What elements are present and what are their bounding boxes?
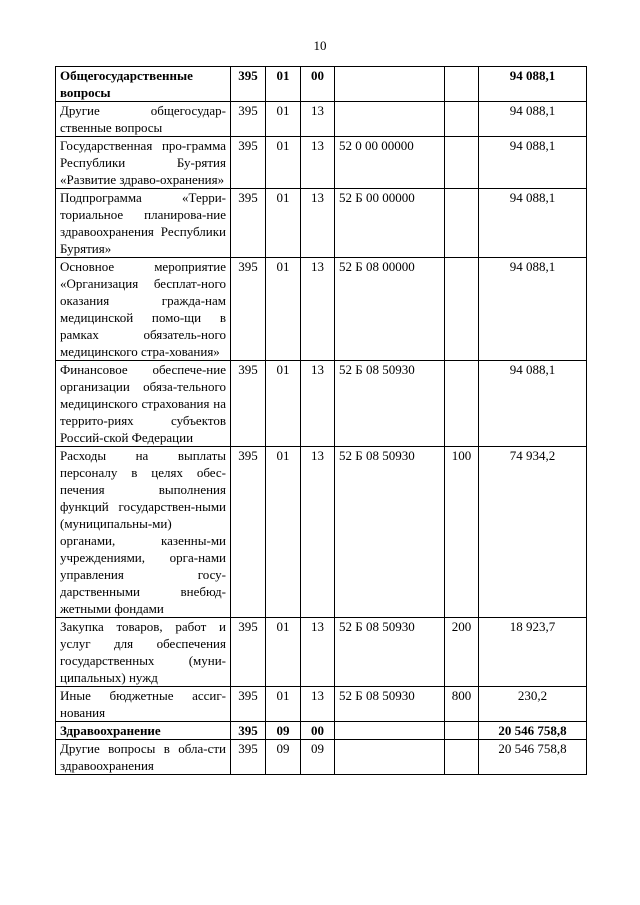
- expense-type-code: [445, 361, 479, 447]
- ministry-code: 395: [231, 447, 266, 618]
- amount: 94 088,1: [479, 67, 587, 102]
- expense-type-code: [445, 137, 479, 189]
- expense-type-code: 800: [445, 687, 479, 722]
- section-code: 09: [266, 740, 301, 775]
- budget-table-body: [56, 67, 587, 775]
- subsection-code: 09: [301, 740, 335, 775]
- ministry-code: 395: [231, 361, 266, 447]
- row-name: Здравоохранение: [56, 722, 231, 740]
- target-article-code: 52 Б 00 00000: [335, 189, 445, 258]
- row-name: Другие общегосудар-ственные вопросы: [56, 102, 231, 137]
- ministry-code: 395: [231, 722, 266, 740]
- subsection-code: 13: [301, 258, 335, 361]
- expense-type-code: [445, 740, 479, 775]
- section-code: 01: [266, 258, 301, 361]
- subsection-code: 13: [301, 189, 335, 258]
- amount: 18 923,7: [479, 618, 587, 687]
- target-article-code: [335, 722, 445, 740]
- row-name: Другие вопросы в обла-сти здравоохранения: [56, 740, 231, 775]
- row-name: Государственная про-грамма Республики Бу-рятия «Развитие здраво-охранения»: [56, 137, 231, 189]
- section-code: 01: [266, 137, 301, 189]
- section-code: 01: [266, 67, 301, 102]
- amount: 230,2: [479, 687, 587, 722]
- expense-type-code: [445, 67, 479, 102]
- section-code: 01: [266, 447, 301, 618]
- amount: 94 088,1: [479, 258, 587, 361]
- expense-type-code: 100: [445, 447, 479, 618]
- ministry-code: 395: [231, 740, 266, 775]
- target-article-code: 52 0 00 00000: [335, 137, 445, 189]
- ministry-code: 395: [231, 618, 266, 687]
- page-number: 10: [313, 38, 327, 53]
- expense-type-code: [445, 189, 479, 258]
- table-row: [56, 361, 587, 447]
- row-name: Иные бюджетные ассиг-нования: [56, 687, 231, 722]
- target-article-code: 52 Б 08 50930: [335, 447, 445, 618]
- expense-type-code: [445, 102, 479, 137]
- target-article-code: [335, 67, 445, 102]
- amount: 20 546 758,8: [479, 740, 587, 775]
- table-row: [56, 67, 587, 102]
- section-code: 01: [266, 102, 301, 137]
- ministry-code: 395: [231, 258, 266, 361]
- subsection-code: 13: [301, 687, 335, 722]
- row-name: Финансовое обеспече-ние организации обяза-тельного медицинского страхования на террито-риях субъектов Россий-ской Федерации: [56, 361, 231, 447]
- target-article-code: [335, 102, 445, 137]
- section-code: 01: [266, 687, 301, 722]
- table-row: [56, 687, 587, 722]
- ministry-code: 395: [231, 137, 266, 189]
- subsection-code: 13: [301, 447, 335, 618]
- target-article-code: 52 Б 08 00000: [335, 258, 445, 361]
- table-row: [56, 447, 587, 618]
- subsection-code: 13: [301, 361, 335, 447]
- amount: 94 088,1: [479, 189, 587, 258]
- subsection-code: 13: [301, 102, 335, 137]
- amount: 94 088,1: [479, 102, 587, 137]
- row-name: Основное мероприятие «Организация бесплат-ного оказания гражда-нам медицинской помо-щи в рамках обязатель-ного медицинского стра-хования»: [56, 258, 231, 361]
- expense-type-code: [445, 258, 479, 361]
- section-code: 01: [266, 189, 301, 258]
- subsection-code: 13: [301, 618, 335, 687]
- target-article-code: 52 Б 08 50930: [335, 361, 445, 447]
- row-name: Подпрограмма «Терри-ториальное планирова-ние здравоохранения Республики Бурятия»: [56, 189, 231, 258]
- row-name: Общегосударственные вопросы: [56, 67, 231, 102]
- target-article-code: [335, 740, 445, 775]
- subsection-code: 00: [301, 722, 335, 740]
- subsection-code: 13: [301, 137, 335, 189]
- expense-type-code: [445, 722, 479, 740]
- table-row: [56, 189, 587, 258]
- section-code: 09: [266, 722, 301, 740]
- amount: 20 546 758,8: [479, 722, 587, 740]
- table-row: [56, 722, 587, 740]
- budget-table: [55, 66, 587, 775]
- table-row: [56, 258, 587, 361]
- expense-type-code: 200: [445, 618, 479, 687]
- amount: 74 934,2: [479, 447, 587, 618]
- subsection-code: 00: [301, 67, 335, 102]
- row-name: Расходы на выплаты персоналу в целях обес-печения выполнения функций государствен-ными (муниципальны-ми) органами, казенны-ми учреждениями, орга-нами управления госу-дарственными внебюд-жетными фондами: [56, 447, 231, 618]
- table-row: [56, 102, 587, 137]
- target-article-code: 52 Б 08 50930: [335, 687, 445, 722]
- ministry-code: 395: [231, 67, 266, 102]
- ministry-code: 395: [231, 687, 266, 722]
- table-row: [56, 618, 587, 687]
- section-code: 01: [266, 361, 301, 447]
- amount: 94 088,1: [479, 361, 587, 447]
- table-row: [56, 740, 587, 775]
- section-code: 01: [266, 618, 301, 687]
- amount: 94 088,1: [479, 137, 587, 189]
- row-name: Закупка товаров, работ и услуг для обеспечения государственных (муни-ципальных) нужд: [56, 618, 231, 687]
- target-article-code: 52 Б 08 50930: [335, 618, 445, 687]
- ministry-code: 395: [231, 189, 266, 258]
- ministry-code: 395: [231, 102, 266, 137]
- table-row: [56, 137, 587, 189]
